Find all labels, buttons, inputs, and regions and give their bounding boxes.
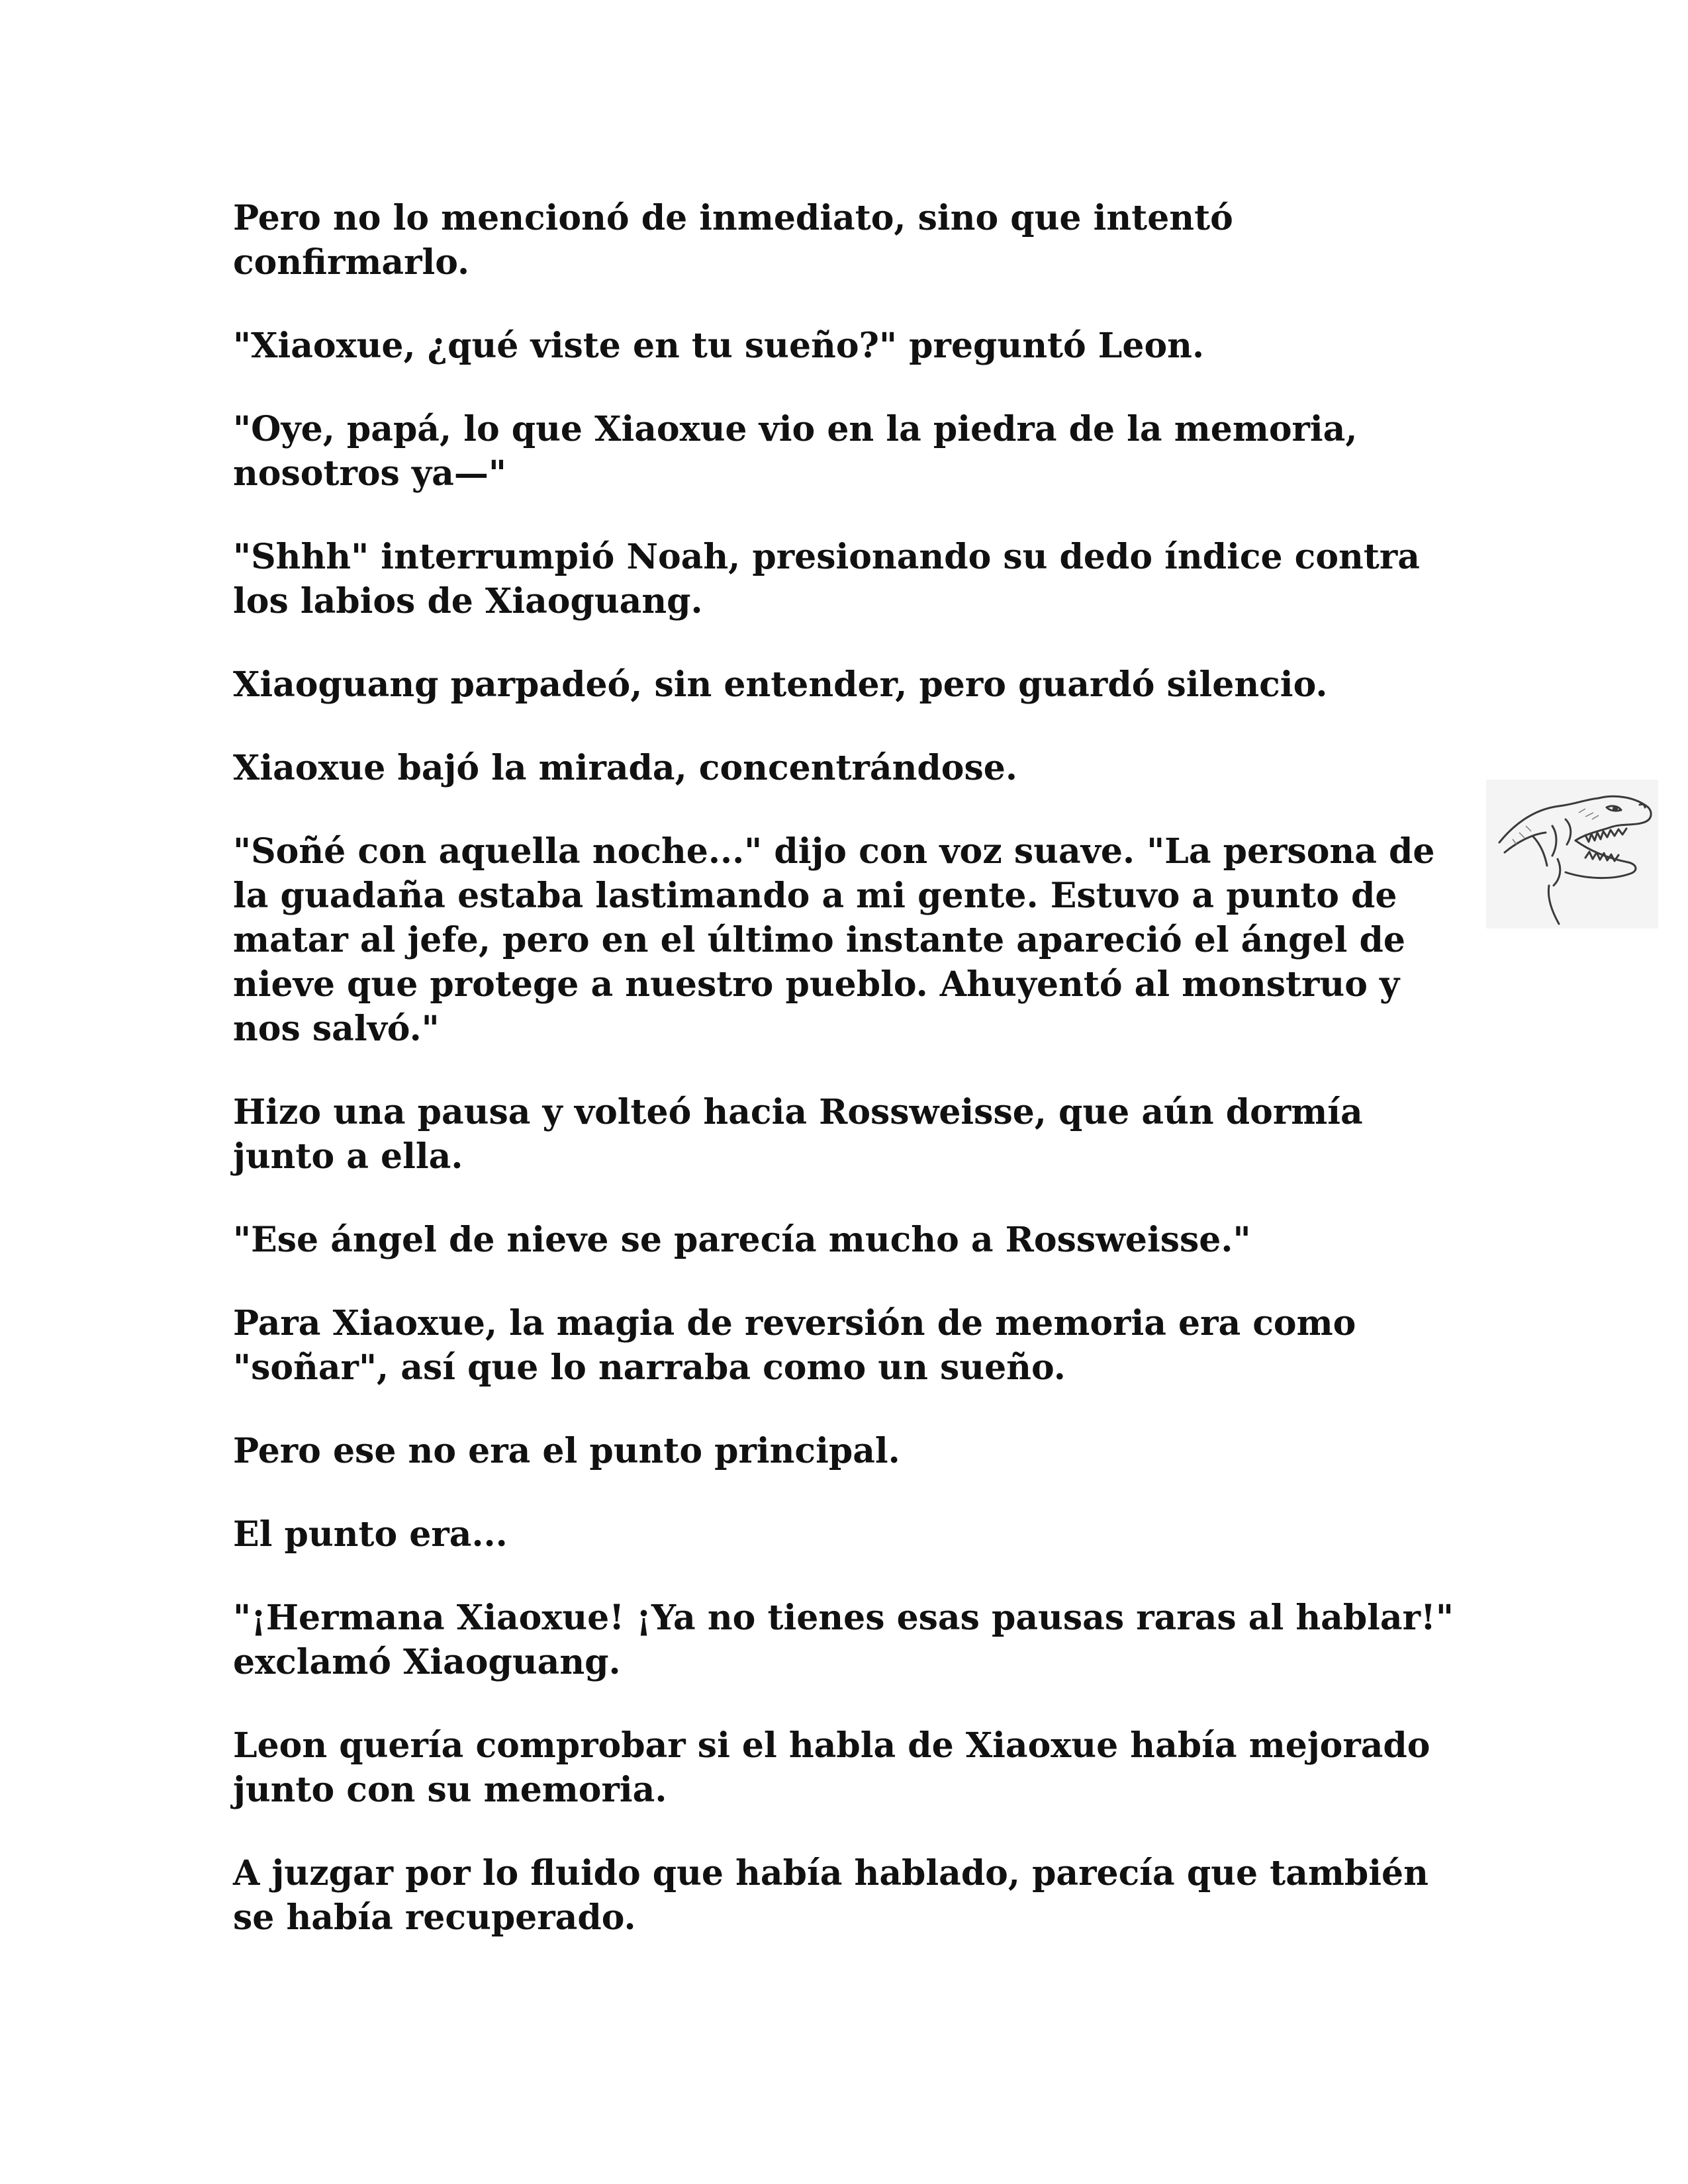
paragraph-9 (233, 1218, 1458, 1262)
text-line: nos salvó." (233, 1009, 440, 1049)
paragraph-14 (233, 1723, 1458, 1812)
paragraph-6 (233, 746, 1458, 790)
paragraph-7 (233, 829, 1458, 1051)
text-line: confirmarlo. (233, 242, 470, 283)
paragraph-10 (233, 1301, 1458, 1390)
text-line: "soñar", así que lo narraba como un sueño. (233, 1347, 1066, 1388)
paragraph-3 (233, 407, 1458, 496)
text-line: junto a ella. (233, 1136, 463, 1177)
text-line: Para Xiaoxue, la magia de reversión de memoria era como (233, 1303, 1356, 1343)
text-line: Xiaoxue bajó la mirada, concentrándose. (233, 748, 1017, 788)
body-text (233, 196, 1458, 1979)
text-line: Hizo una pausa y volteó hacia Rossweisse, que aún dormía (233, 1092, 1363, 1132)
text-line: El punto era... (233, 1514, 508, 1555)
paragraph-12 (233, 1512, 1458, 1557)
text-line: "Shhh" interrumpió Noah, presionando su dedo índice contra (233, 537, 1420, 577)
text-line: Pero ese no era el punto principal. (233, 1431, 900, 1471)
text-line: nieve que protege a nuestro pueblo. Ahuyentó al monstruo y (233, 964, 1400, 1005)
text-line: nosotros ya—" (233, 453, 506, 494)
text-line: matar al jefe, pero en el último instante apareció el ángel de (233, 920, 1405, 960)
text-line: los labios de Xiaoguang. (233, 581, 703, 621)
dinosaur-head-sketch-icon (1486, 780, 1658, 929)
text-line: Pero no lo mencionó de inmediato, sino que intentó (233, 198, 1233, 238)
text-line: "Soñé con aquella noche..." dijo con voz suave. "La persona de (233, 831, 1435, 872)
text-line: Leon quería comprobar si el habla de Xiaoxue había mejorado (233, 1725, 1430, 1766)
paragraph-2 (233, 324, 1458, 368)
text-line: "Oye, papá, lo que Xiaoxue vio en la piedra de la memoria, (233, 409, 1358, 449)
text-line: "¡Hermana Xiaoxue! ¡Ya no tienes esas pausas raras al hablar!" (233, 1598, 1454, 1638)
text-line: junto con su memoria. (233, 1770, 667, 1810)
paragraph-5 (233, 662, 1458, 707)
text-line: exclamó Xiaoguang. (233, 1642, 621, 1682)
text-line: "Ese ángel de nieve se parecía mucho a Rossweisse." (233, 1220, 1251, 1260)
text-line: "Xiaoxue, ¿qué viste en tu sueño?" preguntó Leon. (233, 326, 1205, 366)
paragraph-4 (233, 535, 1458, 623)
paragraph-8 (233, 1090, 1458, 1179)
text-line: Xiaoguang parpadeó, sin entender, pero guardó silencio. (233, 664, 1328, 705)
paragraph-11 (233, 1429, 1458, 1473)
text-line: la guadaña estaba lastimando a mi gente. Estuvo a punto de (233, 876, 1397, 916)
text-line: se había recuperado. (233, 1897, 636, 1938)
paragraph-15 (233, 1851, 1458, 1940)
text-line: A juzgar por lo fluido que había hablado, parecía que también (233, 1853, 1429, 1893)
paragraph-1 (233, 196, 1458, 285)
paragraph-13 (233, 1596, 1458, 1684)
